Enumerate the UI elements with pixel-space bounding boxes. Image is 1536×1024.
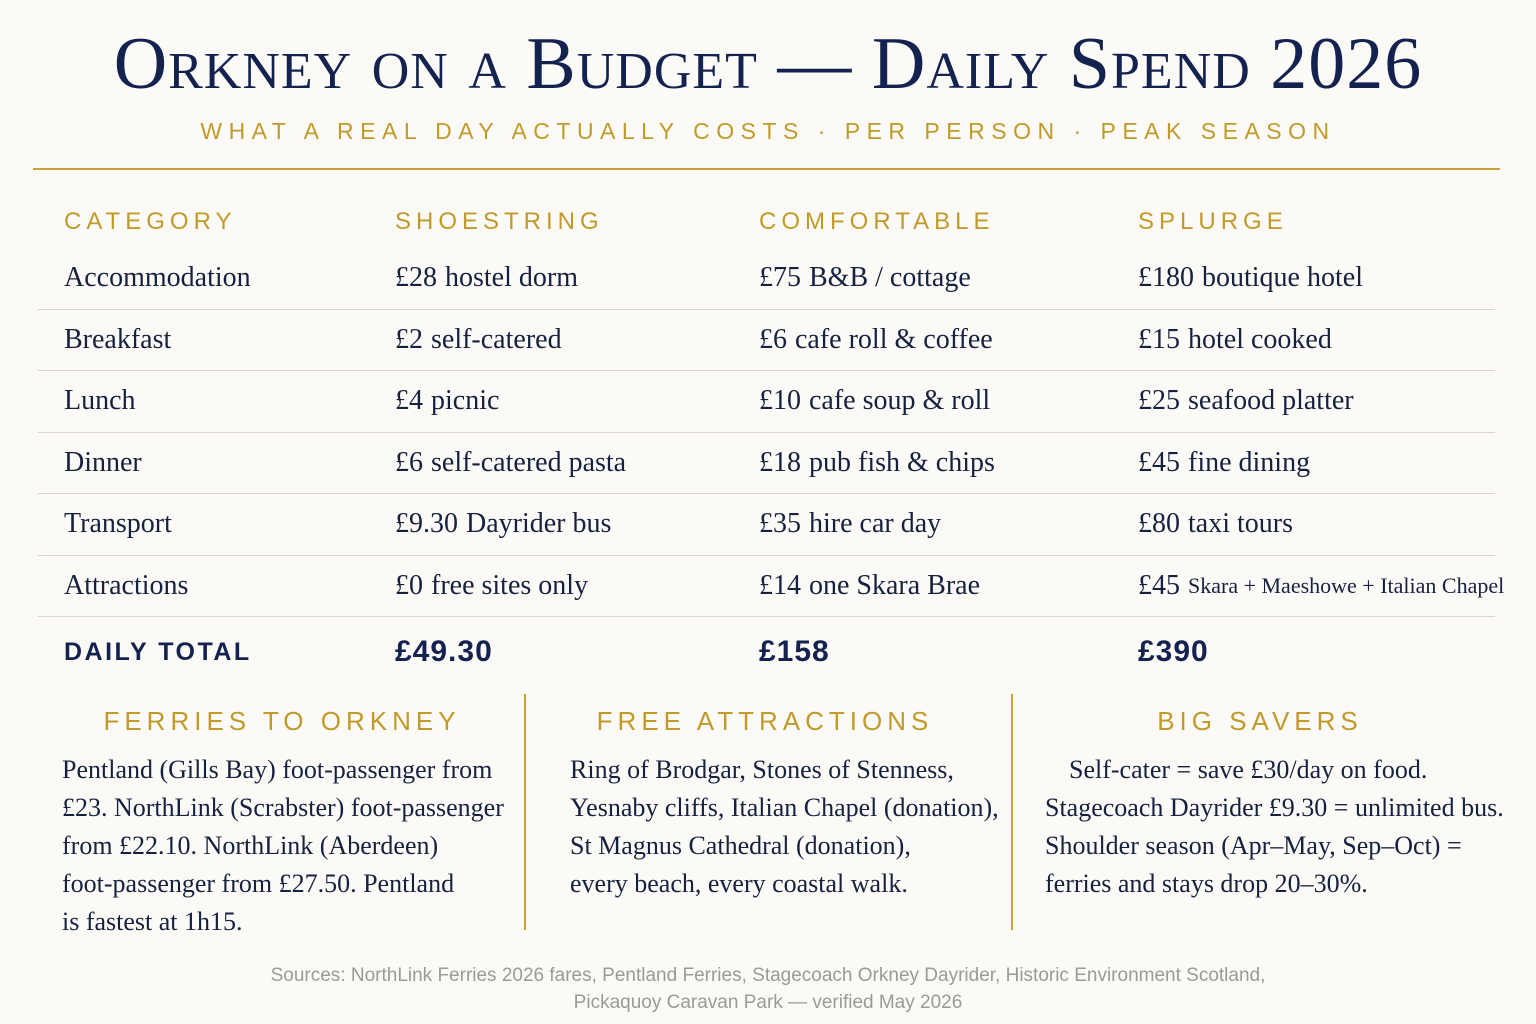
comfortable-cell	[759, 556, 980, 617]
big-savers-panel-body	[1045, 751, 1504, 903]
panel-line: St Magnus Cathedral (donation),	[570, 831, 911, 860]
panel-line: Yesnaby cliffs, Italian Chapel (donation),	[570, 793, 999, 822]
total-shoestring: £49.30	[395, 635, 493, 668]
shoestring-amount: £9.30	[395, 508, 458, 540]
comfortable-amount: £10	[759, 385, 801, 417]
total-row	[38, 617, 1495, 687]
table-row	[38, 371, 1495, 433]
header-splurge: SPLURGE	[1138, 208, 1288, 235]
shoestring-desc: picnic	[431, 385, 500, 417]
total-comfortable: £158	[759, 635, 830, 668]
comfortable-amount: £14	[759, 569, 801, 601]
sources-footer	[0, 962, 1536, 1016]
panel-line: foot-passenger from £27.50. Pentland	[62, 869, 455, 898]
header-shoestring: SHOESTRING	[395, 208, 604, 235]
comfortable-desc: hire car day	[809, 508, 942, 540]
row-category: Attractions	[64, 569, 189, 601]
shoestring-desc: Dayrider bus	[466, 508, 612, 540]
splurge-amount: £45	[1138, 446, 1180, 478]
splurge-desc: hotel cooked	[1188, 323, 1332, 355]
page-subtitle: WHAT A REAL DAY ACTUALLY COSTS · PER PERSON · PEAK SEASON	[200, 118, 1336, 144]
budget-table	[38, 188, 1505, 687]
splurge-amount: £80	[1138, 508, 1180, 540]
title-divider	[33, 168, 1500, 170]
comfortable-desc: one Skara Brae	[809, 569, 981, 601]
panel-line: Stagecoach Dayrider £9.30 = unlimited bus.	[1045, 793, 1504, 822]
table-header-row	[38, 188, 1495, 248]
row-category: Breakfast	[64, 323, 172, 355]
splurge-cell	[1138, 310, 1332, 371]
sources-line: Sources: NorthLink Ferries 2026 fares, Pentland Ferries, Stagecoach Orkney Dayrider, Historic Environment Scotland,	[270, 965, 1266, 986]
shoestring-amount: £0	[395, 569, 423, 601]
splurge-amount: £45	[1138, 569, 1180, 601]
splurge-desc: taxi tours	[1188, 508, 1293, 540]
sources-line: Pickaquoy Caravan Park — verified May 2026	[573, 992, 963, 1013]
page-title: Orkney on a Budget — Daily Spend 2026	[113, 23, 1423, 105]
splurge-cell	[1138, 371, 1354, 432]
header-category: CATEGORY	[64, 208, 237, 235]
big-savers-panel-title: BIG SAVERS	[1157, 706, 1363, 736]
free-attractions-panel-title: FREE ATTRACTIONS	[596, 706, 934, 736]
shoestring-amount: £4	[395, 385, 423, 417]
ferries-panel	[62, 694, 504, 936]
shoestring-amount: £28	[395, 262, 437, 294]
ferries-panel-body	[62, 751, 502, 941]
comfortable-cell	[759, 371, 990, 432]
splurge-desc: fine dining	[1188, 446, 1311, 478]
splurge-cell	[1138, 248, 1363, 309]
panel-line: £23. NorthLink (Scrabster) foot-passenger	[62, 793, 504, 822]
splurge-amount: £180	[1138, 262, 1194, 294]
panel-divider	[1011, 694, 1013, 930]
shoestring-desc: self-catered pasta	[431, 446, 627, 478]
panel-line: Ring of Brodgar, Stones of Stenness,	[570, 755, 954, 784]
panel-line: every beach, every coastal walk.	[570, 869, 908, 898]
splurge-desc: boutique hotel	[1202, 262, 1363, 294]
comfortable-desc: B&B / cottage	[809, 262, 971, 294]
row-category: Dinner	[64, 446, 142, 478]
shoestring-amount: £6	[395, 446, 423, 478]
splurge-cell	[1138, 494, 1293, 555]
panel-line: Pentland (Gills Bay) foot-passenger from	[62, 755, 493, 784]
shoestring-amount: £2	[395, 323, 423, 355]
shoestring-cell	[395, 433, 626, 494]
splurge-cell	[1138, 556, 1504, 617]
table-row	[38, 248, 1495, 310]
splurge-cell	[1138, 433, 1310, 494]
shoestring-cell	[395, 494, 611, 555]
free-attractions-panel-body	[570, 751, 999, 903]
table-row	[38, 556, 1505, 618]
shoestring-desc: free sites only	[431, 569, 589, 601]
panel-line: from £22.10. NorthLink (Aberdeen)	[62, 831, 439, 860]
big-savers-panel	[1045, 694, 1504, 930]
comfortable-cell	[759, 494, 941, 555]
comfortable-cell	[759, 310, 993, 371]
shoestring-desc: self-catered	[431, 323, 562, 355]
comfortable-amount: £6	[759, 323, 787, 355]
comfortable-cell	[759, 248, 971, 309]
splurge-desc: Skara + Maeshowe + Italian Chapel	[1188, 572, 1505, 598]
comfortable-cell	[759, 433, 995, 494]
splurge-amount: £15	[1138, 323, 1180, 355]
splurge-desc: seafood platter	[1188, 385, 1354, 417]
panel-line: Shoulder season (Apr–May, Sep–Oct) =	[1045, 831, 1462, 860]
comfortable-desc: pub fish & chips	[809, 446, 995, 478]
splurge-amount: £25	[1138, 385, 1180, 417]
total-splurge: £390	[1138, 635, 1209, 668]
total-label: DAILY TOTAL	[64, 637, 252, 666]
header-comfortable: COMFORTABLE	[759, 208, 995, 235]
panel-divider	[524, 694, 526, 930]
shoestring-desc: hostel dorm	[445, 262, 578, 294]
shoestring-cell	[395, 556, 588, 617]
comfortable-amount: £18	[759, 446, 801, 478]
free-attractions-panel	[570, 694, 999, 930]
table-row	[38, 433, 1495, 495]
comfortable-desc: cafe roll & coffee	[795, 323, 993, 355]
shoestring-cell	[395, 248, 578, 309]
table-row	[38, 310, 1495, 372]
row-category: Transport	[64, 508, 172, 540]
panel-line: is fastest at 1h15.	[62, 907, 243, 936]
panel-line: ferries and stays drop 20–30%.	[1045, 869, 1368, 898]
shoestring-cell	[395, 371, 499, 432]
ferries-panel-title: FERRIES TO ORKNEY	[103, 706, 461, 736]
table-row	[38, 494, 1495, 556]
comfortable-desc: cafe soup & roll	[809, 385, 991, 417]
comfortable-amount: £35	[759, 508, 801, 540]
panel-line: Self-cater = save £30/day on food.	[1069, 755, 1428, 784]
row-category: Lunch	[64, 385, 136, 417]
shoestring-cell	[395, 310, 562, 371]
comfortable-amount: £75	[759, 262, 801, 294]
row-category: Accommodation	[64, 262, 251, 294]
